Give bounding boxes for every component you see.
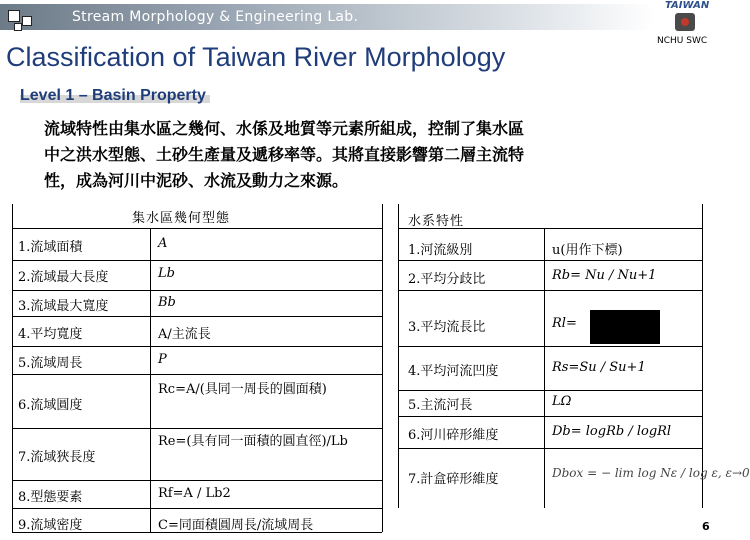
redacted-formula-box xyxy=(590,310,660,344)
basin-max-length-label: 2.流域最大長度 xyxy=(18,270,109,285)
emblem-icon xyxy=(675,13,695,31)
form-factor-value: Rf=A / Lb2 xyxy=(158,486,231,501)
logo-caption: NCHU SWC xyxy=(657,36,708,46)
basin-max-length-value: Lb xyxy=(158,266,175,281)
form-factor-label: 8.型態要素 xyxy=(18,490,83,505)
paragraph-line: 流域特性由集水區之幾何、水係及地質等元素所組成，控制了集水區 xyxy=(44,119,525,138)
header-band xyxy=(0,0,720,40)
page-number: 6 xyxy=(702,520,710,533)
basin-area-value: A xyxy=(158,236,168,251)
basin-max-width-label: 3.流域最大寬度 xyxy=(18,299,109,314)
description-paragraph xyxy=(44,116,654,194)
slide-title: Classification of Taiwan River Morphology xyxy=(6,42,506,72)
basin-area-label: 1.流域面積 xyxy=(18,240,83,255)
basin-perimeter-value: P xyxy=(158,352,167,367)
slope-ratio-value: Rs=Su / Su+1 xyxy=(552,360,646,375)
elongation-label: 7.流域狹長度 xyxy=(18,450,96,465)
left-table-header: 集水區幾何型態 xyxy=(132,211,231,226)
stream-order-label: 1.河流級別 xyxy=(408,243,473,258)
average-width-label: 4.平均寬度 xyxy=(18,327,83,342)
basin-density-value: C=同面積圓周長/流域周長 xyxy=(158,518,314,533)
lab-name: Stream Morphology & Engineering Lab. xyxy=(72,9,359,25)
paragraph-line: 中之洪水型態、土砂生產量及遞移率等。其將直接影響第二層主流特 xyxy=(44,145,525,164)
main-stream-length-value: LΩ xyxy=(552,394,572,409)
bifurcation-ratio-label: 2.平均分歧比 xyxy=(408,272,486,287)
level-heading: Level 1 – Basin Property xyxy=(20,87,206,104)
main-stream-length-label: 5.主流河長 xyxy=(408,398,473,413)
box-counting-dimension-formula: Dbox = − lim log Nε / log ε, ε→0 xyxy=(552,466,750,480)
elongation-value: Re=(具有同一面積的圓直徑)/Lb xyxy=(158,434,348,449)
lab-logo-icon xyxy=(6,8,52,34)
basin-density-label: 9.流域密度 xyxy=(18,518,83,533)
fractal-dimension-value: Db= logRb / logRl xyxy=(552,424,672,439)
paragraph-line: 性，成為河川中泥砂、水流及動力之來源。 xyxy=(44,171,349,190)
circularity-value: Rc=A/(具同一周長的圓面積) xyxy=(158,382,327,397)
average-width-value: A/主流長 xyxy=(158,327,211,342)
basin-perimeter-label: 5.流域周長 xyxy=(18,356,83,371)
university-logo xyxy=(655,0,717,50)
length-ratio-label: 3.平均流長比 xyxy=(408,320,486,335)
slope-ratio-label: 4.平均河流凹度 xyxy=(408,364,499,379)
stream-order-value: u(用作下標) xyxy=(552,243,623,258)
fractal-dimension-label: 6.河川碎形維度 xyxy=(408,428,499,443)
basin-max-width-value: Bb xyxy=(158,295,176,310)
property-table xyxy=(12,204,750,533)
bifurcation-ratio-value: Rb= Nu / Nu+1 xyxy=(552,268,657,283)
length-ratio-value: Rl= xyxy=(552,316,577,331)
circularity-label: 6.流域圓度 xyxy=(18,398,83,413)
logo-word: TAIWAN xyxy=(665,0,710,11)
box-counting-dimension-label: 7.計盒碎形維度 xyxy=(408,472,499,487)
right-table-header: 水系特性 xyxy=(408,214,465,229)
